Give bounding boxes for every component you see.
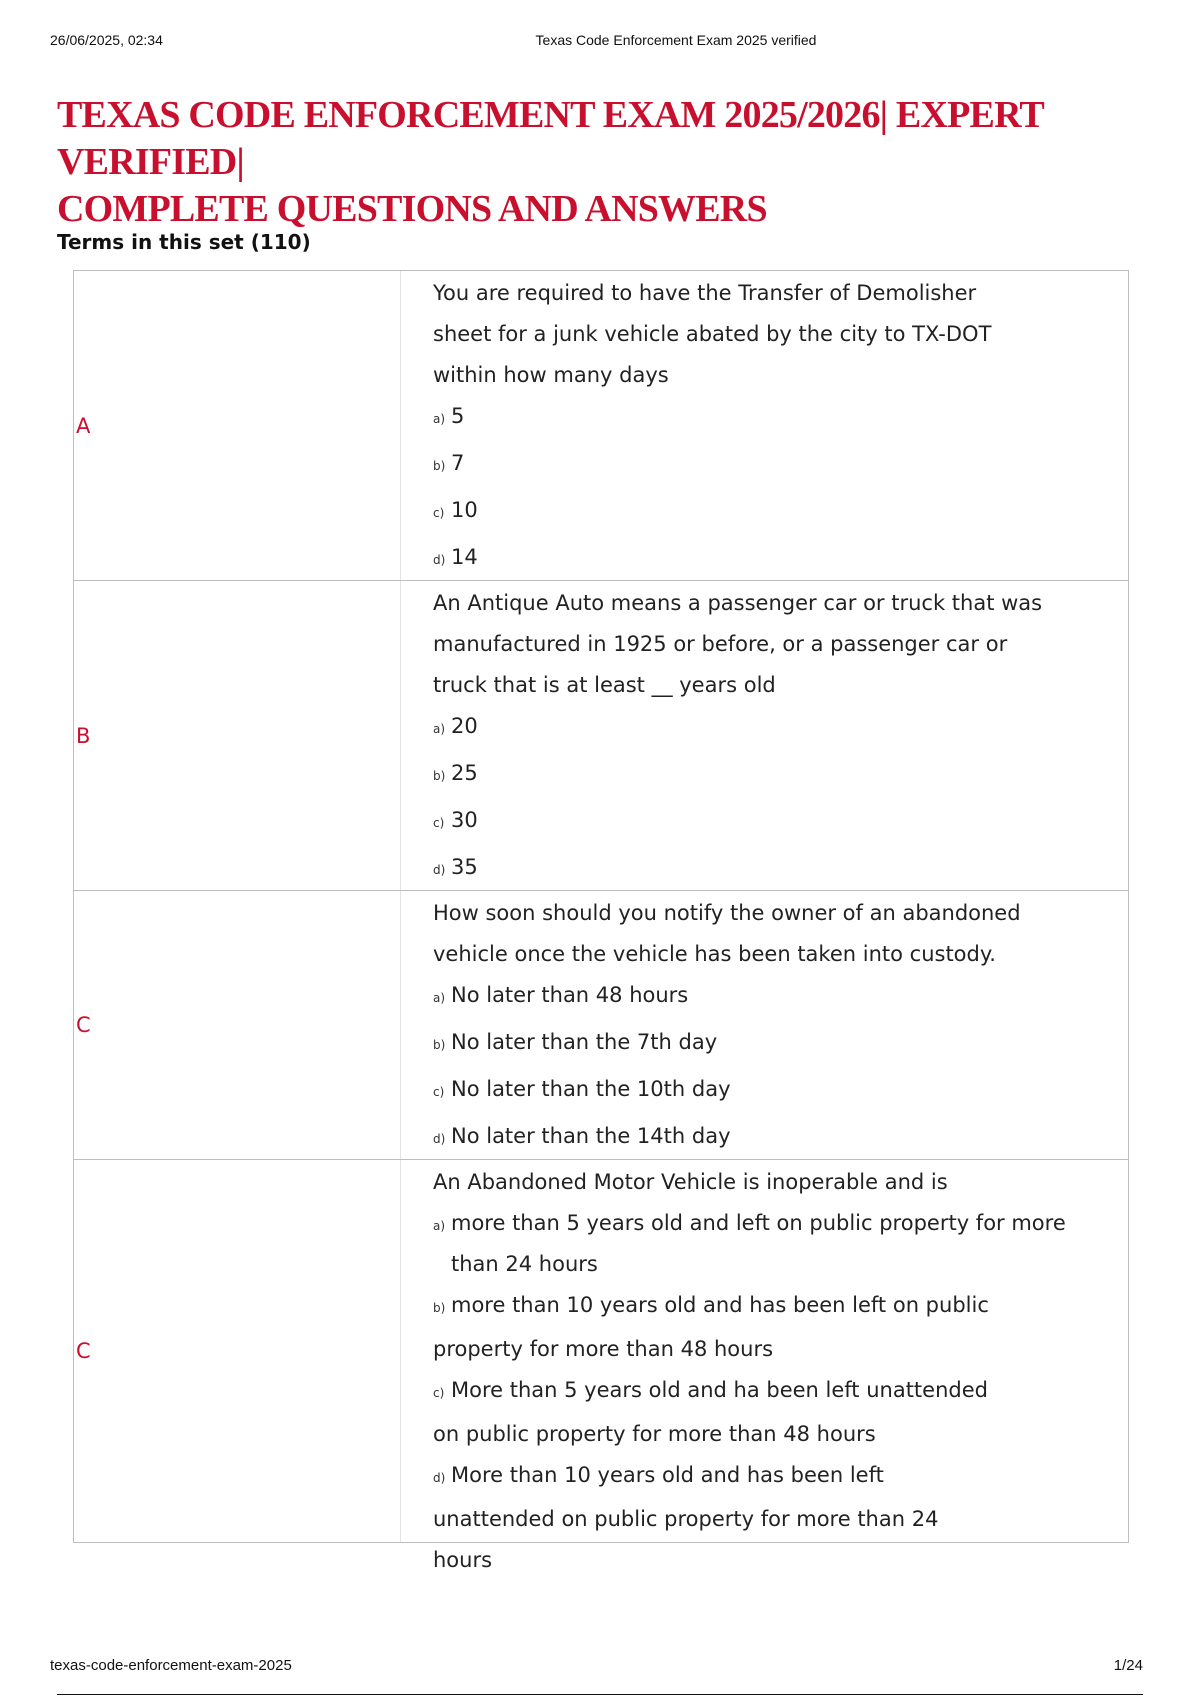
answer-letter: C	[76, 1339, 91, 1363]
flashcard	[74, 1160, 1128, 1572]
page-title	[57, 92, 1137, 233]
question-cell	[401, 891, 1128, 1159]
option-c	[433, 490, 1120, 537]
option-label: c)	[433, 816, 445, 830]
answer-letter: C	[76, 1013, 91, 1037]
option-text: No later than 48 hours	[451, 983, 689, 1007]
option-text: 5	[451, 404, 465, 428]
option-label: b)	[433, 459, 446, 473]
option-text: 35	[451, 855, 478, 879]
option-d	[433, 1455, 993, 1581]
option-b	[433, 753, 1120, 800]
footer-divider	[57, 1694, 1143, 1695]
option-a	[433, 706, 1120, 753]
page-number: 1/24	[1113, 1657, 1143, 1674]
option-label: d)	[433, 863, 446, 877]
option-c	[433, 1069, 1120, 1116]
option-label: a)	[433, 412, 446, 426]
answer-cell	[74, 891, 401, 1159]
print-document-title: Texas Code Enforcement Exam 2025 verified	[535, 32, 817, 48]
answer-cell	[74, 1160, 401, 1542]
option-a	[433, 1203, 1120, 1285]
option-text: 20	[451, 714, 478, 738]
footer-slug: texas-code-enforcement-exam-2025	[50, 1657, 292, 1674]
option-a	[433, 975, 1120, 1022]
option-label: d)	[433, 553, 446, 567]
option-b	[433, 443, 1120, 490]
page-title-line-1: TEXAS CODE ENFORCEMENT EXAM 2025/2026| EXPERT VERIFIED|	[57, 94, 1044, 183]
option-text: 25	[451, 761, 478, 785]
answer-cell	[74, 581, 401, 890]
option-c	[433, 800, 1120, 847]
print-datetime: 26/06/2025, 02:34	[50, 32, 163, 48]
option-label: b)	[433, 769, 446, 783]
option-label: a)	[433, 1219, 446, 1233]
option-label: c)	[433, 1085, 445, 1099]
question-text: An Abandoned Motor Vehicle is inoperable and is	[433, 1170, 948, 1194]
flashcard-list	[73, 270, 1129, 1572]
option-text: No later than the 10th day	[451, 1077, 731, 1101]
option-a	[433, 396, 1120, 443]
option-b	[433, 1022, 1120, 1069]
flashcard	[74, 581, 1128, 891]
option-text: No later than the 14th day	[451, 1124, 731, 1148]
option-label: c)	[433, 1386, 445, 1400]
option-label: d)	[433, 1471, 446, 1485]
question-text: How soon should you notify the owner of an abandoned vehicle once the vehicle has been taken into custody.	[433, 901, 1021, 966]
option-label: c)	[433, 506, 445, 520]
page-title-line-2: COMPLETE QUESTIONS AND ANSWERS	[57, 188, 767, 230]
question-text: An Antique Auto means a passenger car or truck that was manufactured in 1925 or before, or a passenger car or truck that is at least __ years old	[433, 591, 1043, 697]
answer-cell	[74, 271, 401, 580]
option-label: b)	[433, 1038, 446, 1052]
option-text: 14	[451, 545, 478, 569]
option-d	[433, 1116, 1120, 1163]
option-label: a)	[433, 722, 446, 736]
option-c	[433, 1370, 993, 1455]
option-d	[433, 847, 1120, 894]
terms-count-heading: Terms in this set (110)	[57, 230, 311, 254]
answer-letter: B	[76, 723, 91, 748]
option-text: No later than the 7th day	[451, 1030, 718, 1054]
option-b	[433, 1285, 993, 1370]
option-text: 10	[451, 498, 478, 522]
option-d	[433, 537, 1120, 584]
option-text: More than 5 years old and ha been left unattended on public property for more than 48 hours	[433, 1378, 988, 1446]
answer-letter: A	[76, 413, 91, 438]
option-label: b)	[433, 1301, 446, 1315]
question-cell	[401, 1160, 1128, 1572]
option-text: 7	[451, 451, 465, 475]
option-text: More than 10 years old and has been left unattended on public property for more than 24 hours	[433, 1463, 939, 1572]
question-cell	[401, 271, 1128, 580]
flashcard	[74, 891, 1128, 1160]
option-text: more than 10 years old and has been left on public property for more than 48 hours	[433, 1293, 989, 1361]
question-cell	[401, 581, 1128, 890]
option-text: 30	[451, 808, 478, 832]
flashcard	[74, 271, 1128, 581]
question-text: You are required to have the Transfer of Demolisher sheet for a junk vehicle abated by the city to TX-DOT within how many days	[433, 281, 992, 387]
option-label: a)	[433, 991, 446, 1005]
option-text: more than 5 years old and left on public property for more than 24 hours	[451, 1211, 1066, 1276]
option-label: d)	[433, 1132, 446, 1146]
